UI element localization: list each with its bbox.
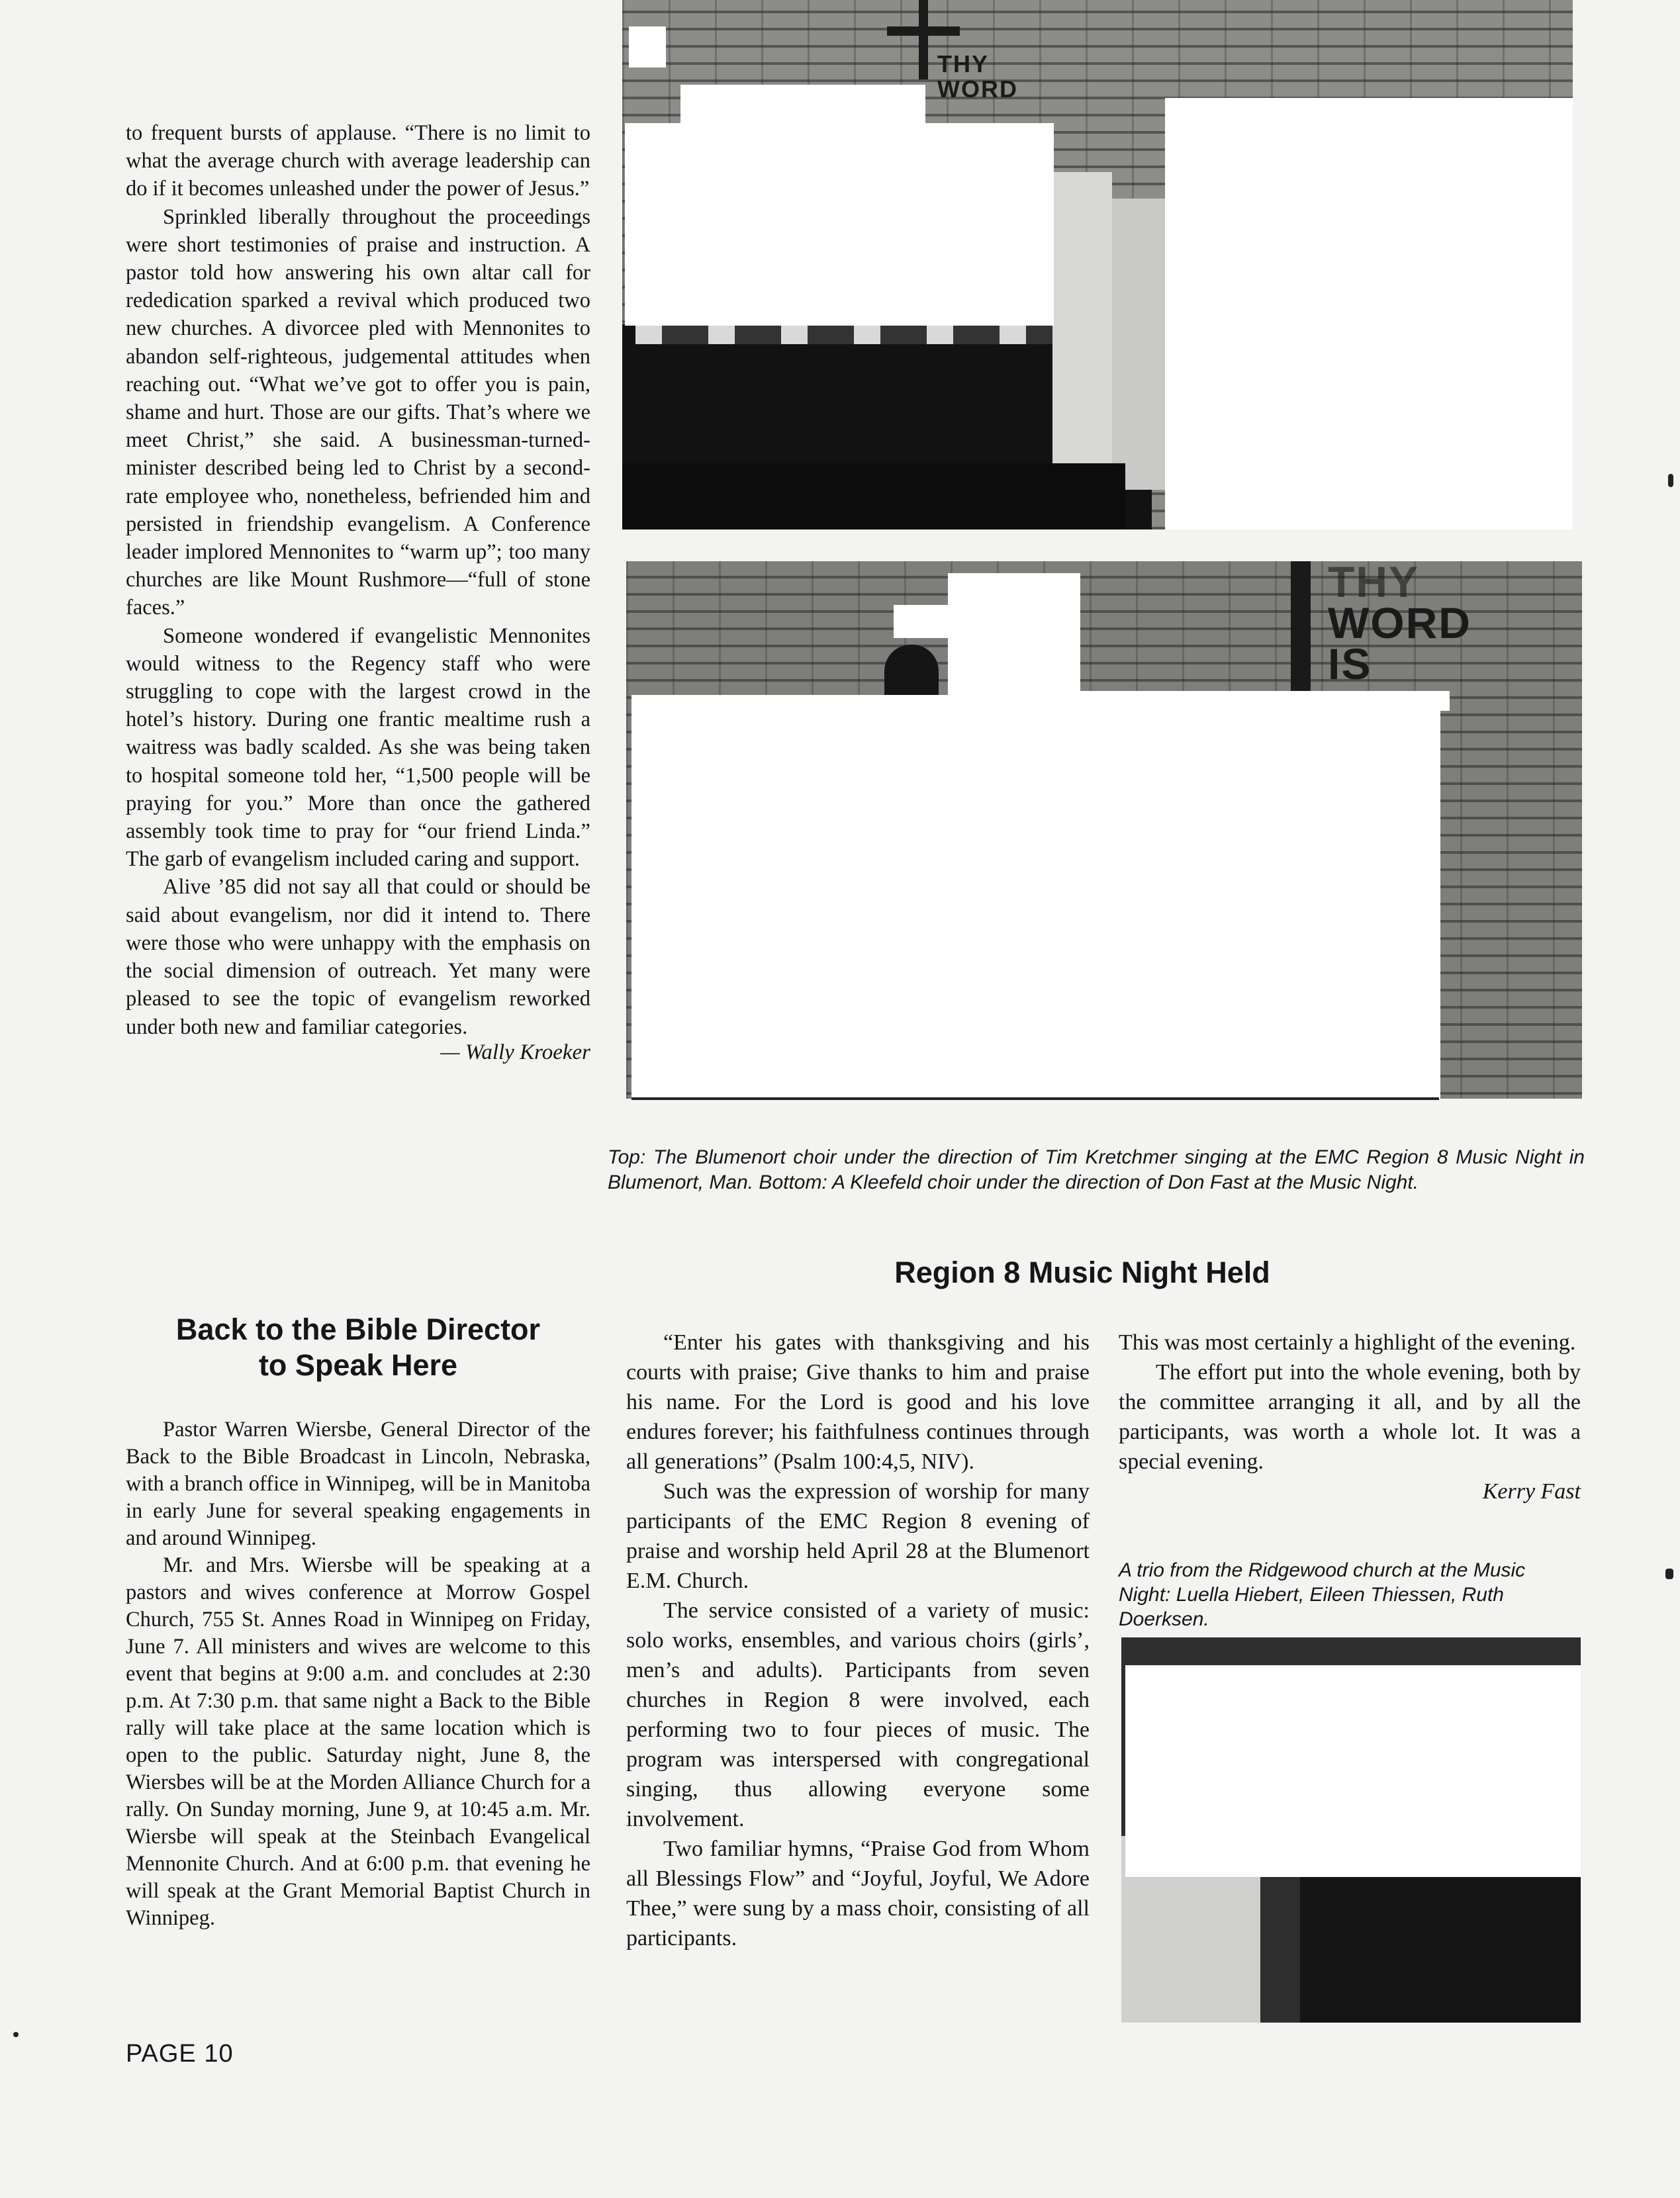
paragraph: Sprinkled liberally throughout the proceedings were short testimonies of praise and instruction. A pastor told how answering his own altar call for rededication sparked a revival which produced two new churches. A divorcee pled with Mennonites to abandon self-righteous, judgemental attitudes when reaching out. “What we’ve got to offer you is pain, shame and hurt. Those are our gifts. That’s where we meet Christ,” she said. A businessman-turned-minister described being led to Christ by a second-rate employee who, nonetheless, befriended him and persisted in friendship evangelism. A Conference leader implored Mennonites to “warm up”; too many churches are like Mount Rushmore—“full of stone faces.” — [126, 205, 590, 620]
redaction-box — [629, 26, 666, 68]
scan-edge-mark — [1668, 474, 1673, 487]
paragraph: This was most certainly a highlight of the evening. — [1119, 1330, 1576, 1355]
signature-kerry-fast: Kerry Fast — [1482, 1479, 1581, 1504]
photo-ridgewood-trio — [1121, 1637, 1581, 2023]
photo-kleefeld-choir — [626, 561, 1582, 1129]
paragraph: “Enter his gates with thanksgiving and his courts with praise; Give thanks to him and praise his name. For the Lord is good and his love endures forever; his faithfulness continues through all generations” (Psalm 100:4,5, NIV). — [626, 1330, 1090, 1474]
singer-white — [1052, 172, 1112, 490]
photo-blumenort-choir — [622, 0, 1573, 529]
paragraph: Two familiar hymns, “Praise God from Whom all Blessings Flow” and “Joyful, Joyful, We Adore Thee,” were sung by a mass choir, consisting of all participants. — [626, 1837, 1090, 1950]
scan-edge-mark — [13, 2032, 19, 2037]
article-music-night-col1 — [626, 1328, 1090, 1953]
headline-music-night: Region 8 Music Night Held — [894, 1256, 1270, 1289]
paragraph: Pastor Warren Wiersbe, General Director of the Back to the Bible Broadcast in Lincoln, Nebraska, with a branch office in Winnipeg, will be in Manitoba in early June for several speaking engagements in and around Winnipeg. — [126, 1418, 590, 1550]
caption-trio: A trio from the Ridgewood church at the Music Night: Luella Hiebert, Eileen Thiessen, Ruth Doerksen. — [1119, 1559, 1526, 1630]
redaction-box — [625, 123, 1054, 326]
photo-edge — [626, 1099, 1582, 1129]
caption-choirs: Top: The Blumenort choir under the direction of Tim Kretchmer singing at the EMC Region 8 Music Night in Blumenort, Man. Bottom: A Kleefeld choir under the direction of Don Fast at the Music Night. — [608, 1146, 1585, 1193]
redaction-box — [631, 695, 1440, 1100]
banner-dark — [1291, 561, 1311, 694]
pulpit — [1300, 1862, 1581, 2023]
redaction-box — [894, 605, 948, 638]
signature-wally-kroeker: — Wally Kroeker — [440, 1040, 590, 1064]
redaction-box — [1125, 1665, 1581, 1877]
scan-edge-mark — [1665, 1569, 1673, 1579]
article-music-night-col2 — [1119, 1328, 1581, 1506]
paragraph: Someone wondered if evangelistic Mennonites would witness to the Regency staff who were struggling to cope with the largest crowd in the hotel’s history. During one frantic mealtime rush a waitress was badly scalded. As she was being taken to hospital someone told her, “1,500 people will be praying for you.” More than once the gathered assembly took time to pray for “our friend Linda.” The garb of evangelism included caring and support. — [126, 623, 590, 872]
paragraph: Such was the expression of worship for many participants of the EMC Region 8 evening of praise and worship held April 28 at the Blumenort E.M. Church. — [626, 1479, 1090, 1593]
cross-icon — [919, 0, 928, 79]
choir-row-shirts — [635, 324, 1059, 344]
paragraph: The service consisted of a variety of music: solo works, ensembles, and various choirs (girls’, men’s and adults). Participants from seven churches in Region 8 were involved, each performing two to four pieces of music. The program was interspersed with congregational singing, thus allowing everyone some involvement. — [626, 1598, 1090, 1831]
article-back-to-the-bible — [126, 1416, 590, 1932]
redaction-box — [1079, 691, 1450, 711]
redaction-box — [680, 85, 925, 124]
page-number: PAGE 10 — [126, 2040, 234, 2068]
banner-word-bottom: THY WORD IS — [1328, 561, 1471, 688]
headline-back-to-the-bible: Back to the Bible Director to Speak Here — [175, 1312, 541, 1382]
banner-word-top: THY WORD — [937, 50, 1018, 103]
redaction-box — [948, 573, 1080, 706]
paragraph: The effort put into the whole evening, both by the committee arranging it all, and by all the participants, was worth a whole lot. It was a special evening. — [1119, 1360, 1581, 1474]
article-evangelism-continuation — [126, 119, 590, 1066]
cross-beam — [887, 26, 960, 36]
paragraph: Alive ’85 did not say all that could or should be said about evangelism, nor did it intend to. There were those who were unhappy with the emphasis on the social dimension of outreach. Yet many were pleased to see the topic of evangelism reworked under both new and familiar categories. — [126, 875, 590, 1039]
floor-dark — [622, 463, 1125, 529]
redaction-box — [1165, 98, 1573, 529]
paragraph: Mr. and Mrs. Wiersbe will be speaking at a pastors and wives conference at Morrow Gospel Church, 755 St. Annes Road in Winnipeg on Friday, June 7. All ministers and wives are welcome to this event that begins at 9:00 a.m. and concludes at 2:30 p.m. At 7:30 p.m. that same night a Back to the Bible rally will take place at the same location which is open to the public. Saturday night, June 8, the Wiersbes will be at the Morden Alliance Church for a rally. On Sunday morning, June 9, at 10:45 a.m. Mr. Wiersbe will speak at the Steinbach Evangelical Mennonite Church. And at 6:00 p.m. that evening he will speak at the Grant Memorial Baptist Church in Winnipeg. — [126, 1553, 590, 1930]
paragraph: to frequent bursts of applause. “There is no limit to what the average church with average leadership can do if it becomes unleashed under the power of Jesus.” — [126, 121, 590, 201]
photo-border-line — [631, 1097, 1439, 1100]
